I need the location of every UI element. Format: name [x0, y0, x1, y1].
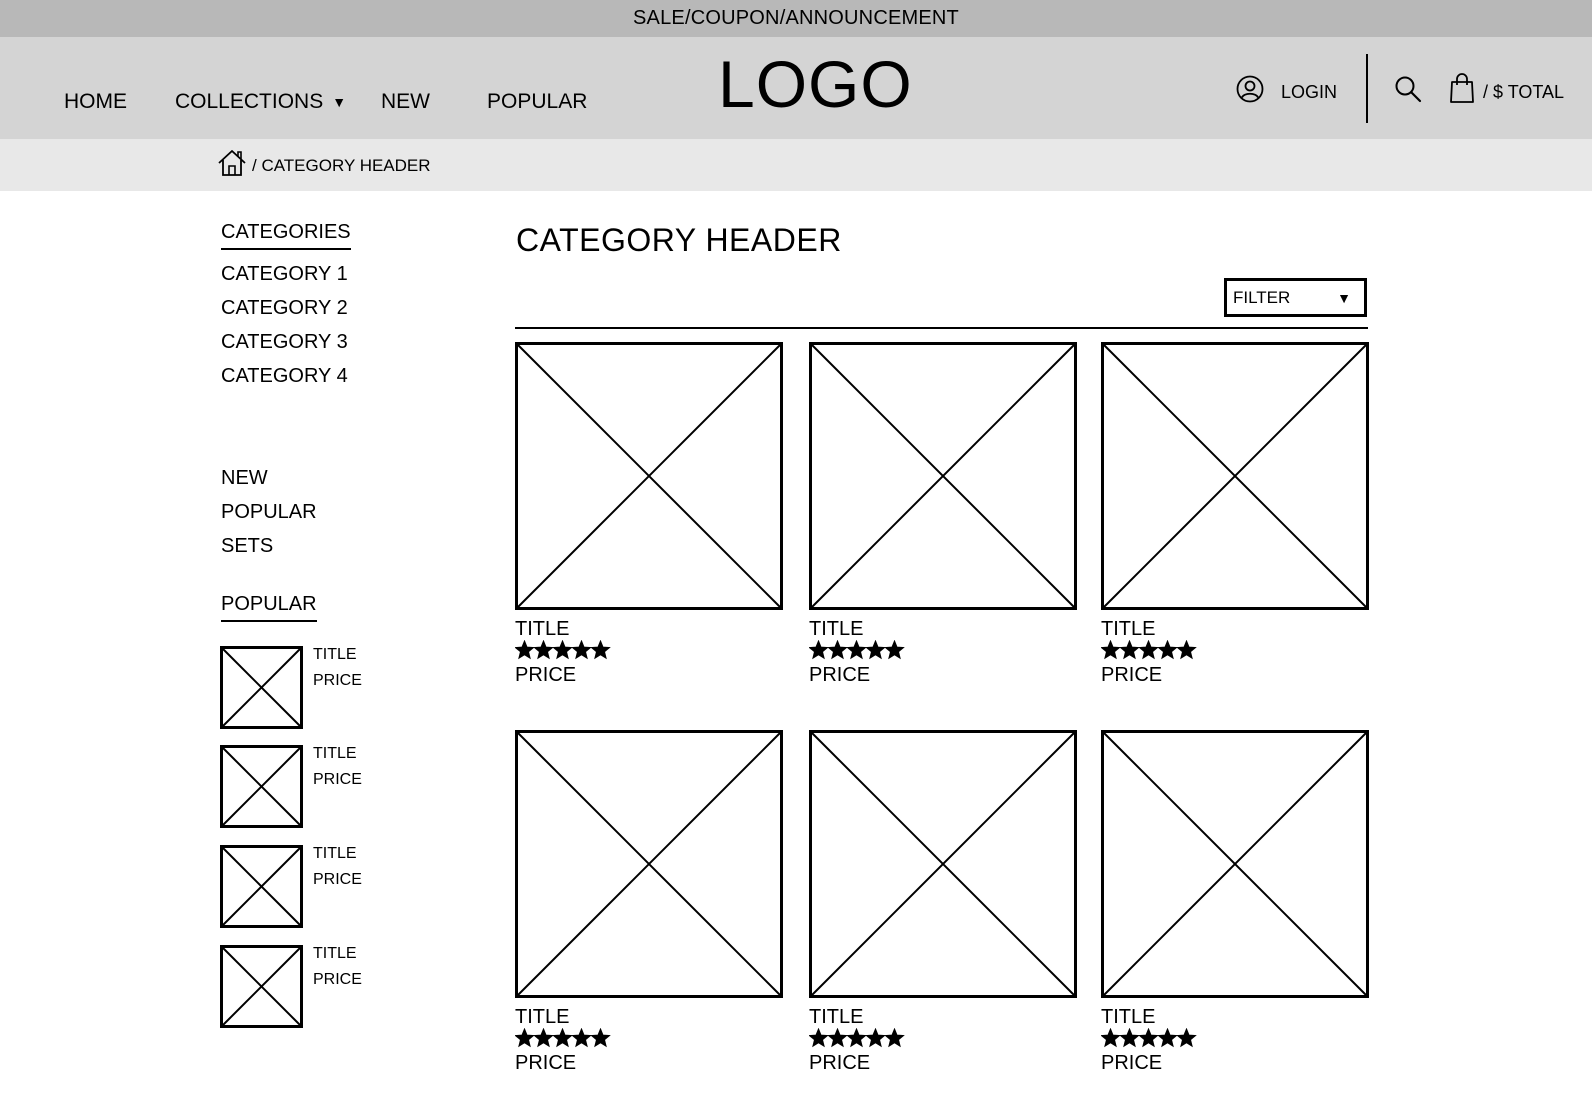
popular-item-price: PRICE [313, 672, 362, 689]
categories-heading: CATEGORIES [221, 221, 351, 250]
sidebar-link-sets[interactable]: SETS [221, 535, 274, 557]
shopping-bag-icon[interactable] [1450, 73, 1474, 103]
star-icon [885, 641, 903, 658]
product-title[interactable]: TITLE [1101, 1006, 1156, 1028]
popular-item-title[interactable]: TITLE [313, 945, 357, 962]
star-icon [1158, 1029, 1176, 1046]
product-price: PRICE [515, 664, 577, 686]
sidebar-link-popular[interactable]: POPULAR [221, 501, 317, 523]
sidebar-category-3[interactable]: CATEGORY 3 [221, 331, 348, 353]
announcement-bar [0, 0, 1592, 37]
chevron-down-icon: ▼ [1337, 289, 1351, 306]
sidebar-category-2[interactable]: CATEGORY 2 [221, 297, 348, 319]
breadcrumb [0, 139, 1592, 191]
popular-heading: POPULAR [221, 593, 317, 622]
popular-item-price: PRICE [313, 971, 362, 988]
nav-collections[interactable] [175, 91, 346, 112]
nav-new[interactable]: NEW [381, 90, 430, 113]
popular-item-image-placeholder[interactable] [220, 745, 303, 828]
sidebar-link-new[interactable]: NEW [221, 467, 268, 489]
star-icon [885, 1029, 903, 1046]
star-icon [1139, 1029, 1157, 1046]
popular-item-title[interactable]: TITLE [313, 646, 357, 663]
product-title[interactable]: TITLE [515, 618, 570, 640]
product-card[interactable] [515, 730, 783, 1074]
popular-item-title[interactable]: TITLE [313, 845, 357, 862]
nav-popular[interactable]: POPULAR [487, 90, 588, 113]
product-title[interactable]: TITLE [809, 618, 864, 640]
star-icon [847, 1029, 865, 1046]
star-rating-icon [809, 640, 905, 660]
sidebar-category-4[interactable]: CATEGORY 4 [221, 365, 348, 387]
product-image-placeholder[interactable] [515, 342, 783, 610]
star-icon [1177, 1029, 1195, 1046]
star-icon [591, 641, 609, 658]
page-title: CATEGORY HEADER [516, 222, 842, 258]
star-icon [553, 1029, 571, 1046]
header-rule [515, 327, 1368, 329]
logo[interactable]: LOGO [718, 47, 913, 121]
product-title[interactable]: TITLE [515, 1006, 570, 1028]
site-header [0, 37, 1592, 139]
product-price: PRICE [809, 664, 871, 686]
cart-total[interactable]: / $ TOTAL [1483, 82, 1565, 102]
header-divider [1366, 54, 1368, 123]
star-icon [534, 1029, 552, 1046]
product-price: PRICE [515, 1052, 577, 1074]
star-rating-icon [515, 640, 611, 660]
filter-label: FILTER [1233, 287, 1291, 307]
product-price: PRICE [1101, 664, 1163, 686]
sidebar-category-1[interactable]: CATEGORY 1 [221, 263, 348, 285]
product-image-placeholder[interactable] [1101, 342, 1369, 610]
star-icon [572, 641, 590, 658]
star-icon [847, 641, 865, 658]
star-icon [1101, 641, 1119, 658]
filter-dropdown[interactable] [1224, 278, 1367, 317]
announcement-text: SALE/COUPON/ANNOUNCEMENT [633, 7, 959, 29]
product-image-placeholder[interactable] [809, 342, 1077, 610]
star-icon [866, 641, 884, 658]
star-icon [1139, 641, 1157, 658]
product-title[interactable]: TITLE [809, 1006, 864, 1028]
star-icon [866, 1029, 884, 1046]
product-card[interactable] [1101, 730, 1369, 1074]
product-price: PRICE [809, 1052, 871, 1074]
product-image-placeholder[interactable] [515, 730, 783, 998]
star-icon [809, 1029, 827, 1046]
product-image-placeholder[interactable] [809, 730, 1077, 998]
product-card[interactable] [809, 342, 1077, 686]
star-icon [1120, 1029, 1138, 1046]
product-title[interactable]: TITLE [1101, 618, 1156, 640]
product-price: PRICE [1101, 1052, 1163, 1074]
popular-item-price: PRICE [313, 871, 362, 888]
product-card[interactable] [809, 730, 1077, 1074]
popular-item-image-placeholder[interactable] [220, 945, 303, 1028]
product-card[interactable] [1101, 342, 1369, 686]
nav-collections-label: COLLECTIONS [175, 90, 324, 113]
star-icon [1120, 641, 1138, 658]
star-icon [1177, 641, 1195, 658]
star-rating-icon [1101, 640, 1197, 660]
star-icon [828, 1029, 846, 1046]
home-icon[interactable] [217, 149, 247, 177]
nav-home[interactable]: HOME [64, 90, 127, 113]
popular-item-image-placeholder[interactable] [220, 646, 303, 729]
chevron-down-icon: ▼ [332, 93, 347, 110]
login-link[interactable]: LOGIN [1281, 82, 1338, 102]
popular-item-price: PRICE [313, 771, 362, 788]
star-rating-icon [809, 1028, 905, 1048]
product-image-placeholder[interactable] [1101, 730, 1369, 998]
star-icon [828, 641, 846, 658]
popular-item-title[interactable]: TITLE [313, 745, 357, 762]
star-icon [809, 641, 827, 658]
star-icon [515, 1029, 533, 1046]
breadcrumb-current: / CATEGORY HEADER [252, 156, 431, 175]
search-icon[interactable] [1394, 75, 1422, 103]
product-card[interactable] [515, 342, 783, 686]
star-icon [1158, 641, 1176, 658]
star-icon [534, 641, 552, 658]
star-rating-icon [1101, 1028, 1197, 1048]
star-icon [553, 641, 571, 658]
star-icon [515, 641, 533, 658]
star-icon [591, 1029, 609, 1046]
user-circle-icon[interactable] [1236, 75, 1264, 103]
star-icon [572, 1029, 590, 1046]
popular-item-image-placeholder[interactable] [220, 845, 303, 928]
star-icon [1101, 1029, 1119, 1046]
star-rating-icon [515, 1028, 611, 1048]
